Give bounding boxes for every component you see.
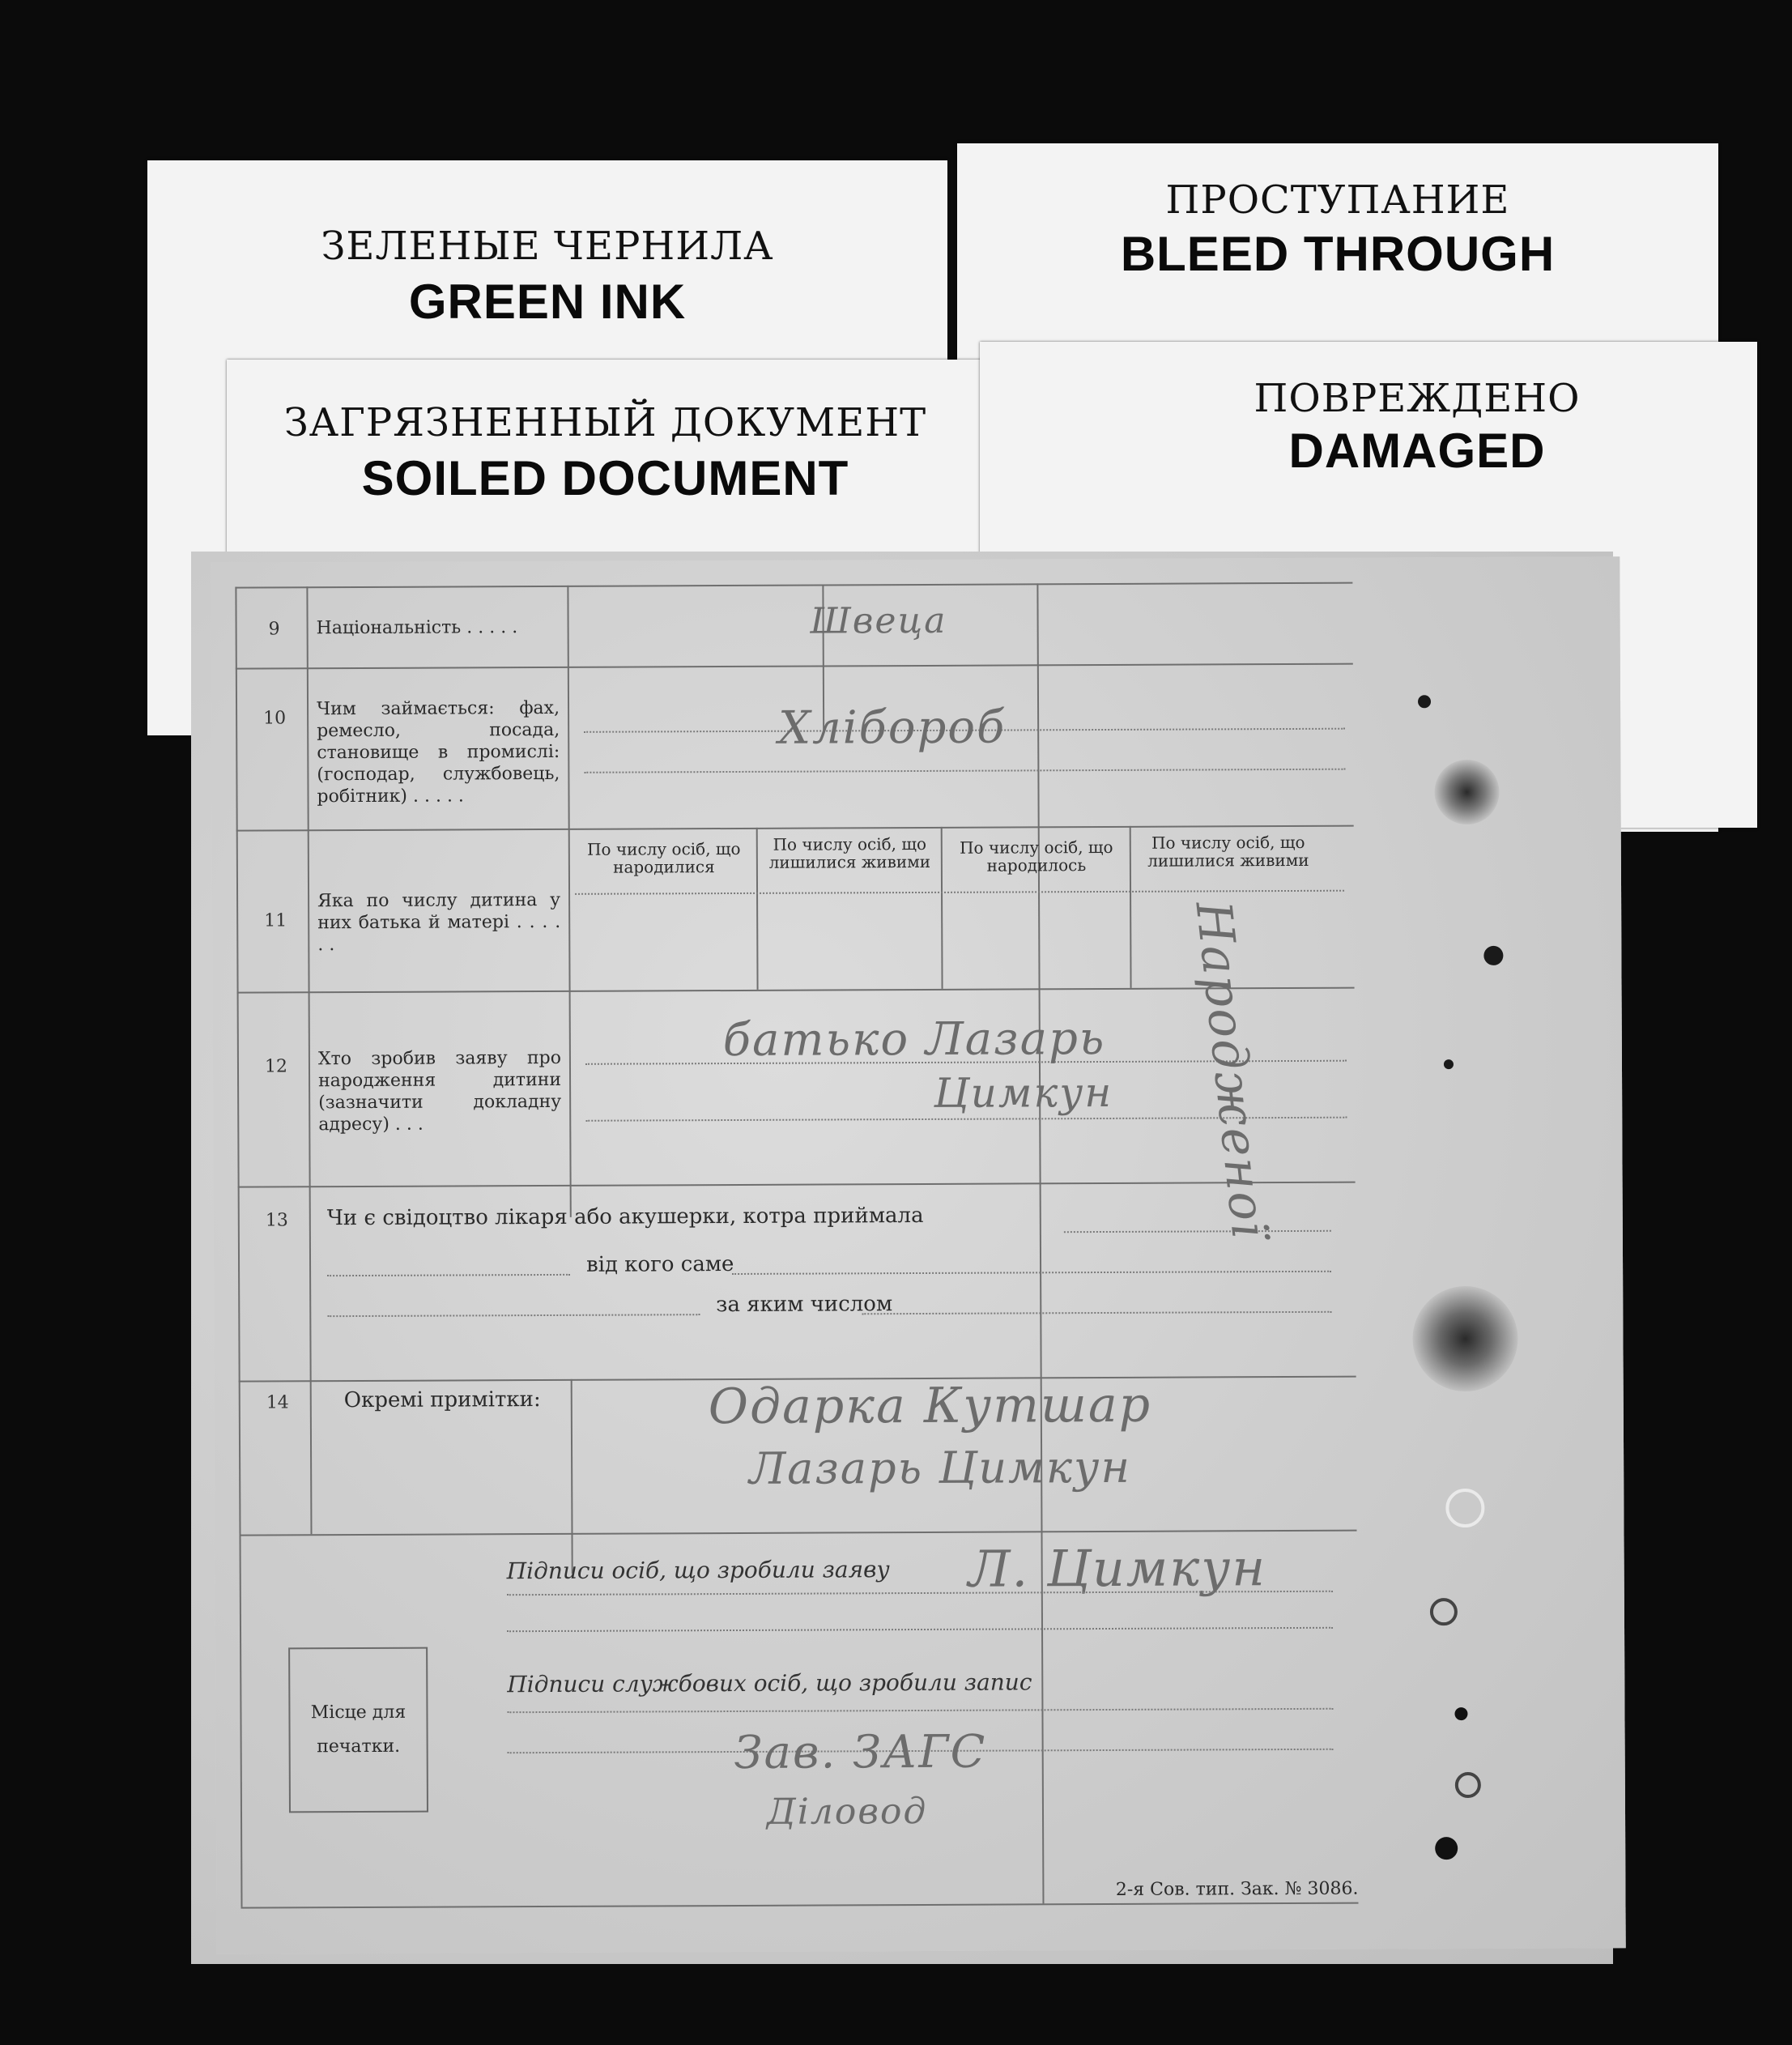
row12-bottom bbox=[238, 1182, 1356, 1188]
row13-dotline-2a bbox=[327, 1274, 570, 1276]
row9-label: Національність . . . . . bbox=[316, 617, 518, 639]
punch-hole bbox=[1435, 1837, 1458, 1860]
green-ink-en: GREEN INK bbox=[408, 275, 687, 329]
soiled-document-ru: ЗАГРЯЗНЕННЫЙ ДОКУМЕНТ bbox=[283, 400, 927, 445]
row13-line3: за яким числом bbox=[716, 1292, 893, 1318]
row14-handwritten-b: Лазарь Цимкун bbox=[749, 1441, 1132, 1494]
row9-number: 9 bbox=[268, 619, 280, 640]
punch-hole bbox=[1430, 1598, 1458, 1625]
punch-hole bbox=[1455, 1772, 1481, 1798]
row14-label: Окремі примітки: bbox=[343, 1387, 541, 1413]
label-column-border bbox=[567, 586, 571, 1217]
stain bbox=[1434, 760, 1499, 824]
row11-label: Яка по числу дитина у них батька й матері . . . . . . bbox=[317, 889, 561, 956]
row10-handwritten: Хлібороб bbox=[778, 701, 1007, 755]
seal-place-box bbox=[288, 1647, 428, 1813]
row14-number: 14 bbox=[266, 1392, 289, 1413]
row10-dotline-2 bbox=[584, 769, 1345, 773]
row11-split-2 bbox=[941, 827, 943, 989]
table-bottom-border bbox=[241, 1902, 1359, 1909]
row13-dotline-2b bbox=[732, 1271, 1331, 1275]
stain bbox=[1412, 1286, 1518, 1392]
table-right-border bbox=[1036, 583, 1044, 1903]
bleed-through-en: BLEED THROUGH bbox=[1120, 227, 1556, 281]
row13-number: 13 bbox=[265, 1210, 288, 1231]
seal-place-label: Місце для печатки. bbox=[310, 1702, 406, 1757]
official-signatures-label: Підписи службових осіб, що зробили запис bbox=[507, 1668, 1032, 1698]
row11-split-1 bbox=[756, 828, 759, 990]
row12-label: Хто зробив заяву про народження дитини (зазначити докладну адресу) . . . bbox=[317, 1047, 562, 1135]
damaged-en: DAMAGED bbox=[1288, 424, 1546, 478]
applicant-signature: Л. Цимкун bbox=[968, 1538, 1267, 1599]
signature-dotline-3 bbox=[507, 1708, 1333, 1713]
row11-number: 11 bbox=[264, 910, 287, 931]
row13-line2: від кого саме bbox=[585, 1251, 734, 1277]
row12-number: 12 bbox=[264, 1056, 288, 1077]
row14-handwritten-a: Одарка Кутшар bbox=[708, 1376, 1152, 1436]
form-sheet bbox=[211, 556, 1625, 1954]
row14-bottom bbox=[239, 1530, 1356, 1536]
signature-dotline-2 bbox=[507, 1627, 1333, 1632]
punch-hole bbox=[1418, 695, 1431, 708]
row13-line1: Чи є свідоцтво лікаря або акушерки, котра приймала bbox=[326, 1203, 924, 1231]
margin-handwriting: Народженої bbox=[1184, 898, 1278, 1242]
row12-handwritten-b: Цимкун bbox=[934, 1068, 1113, 1117]
official-signature-b: Діловод bbox=[766, 1790, 928, 1833]
row12-handwritten-a: батько Лазарь bbox=[722, 1012, 1106, 1067]
row11-bottom bbox=[237, 987, 1355, 994]
row10-bottom bbox=[236, 825, 1354, 832]
row11-dotline bbox=[575, 890, 1344, 895]
punch-hole bbox=[1444, 1059, 1454, 1069]
row11-sub-alive: По числу осіб, що лишилися живими bbox=[768, 833, 931, 872]
punch-hole bbox=[1454, 1707, 1467, 1720]
row13-dotline-3b bbox=[862, 1311, 1331, 1315]
punch-hole bbox=[1445, 1489, 1484, 1527]
soiled-document-en: SOILED DOCUMENT bbox=[361, 451, 849, 505]
row9-handwritten: Швеца bbox=[810, 599, 947, 642]
row9-bottom bbox=[236, 663, 1353, 670]
green-ink-ru: ЗЕЛЕНЫЕ ЧЕРНИЛА bbox=[321, 224, 774, 269]
row13-dotline-1 bbox=[1064, 1230, 1331, 1233]
bleed-through-ru: ПРОСТУПАНИЕ bbox=[1165, 177, 1510, 223]
row10-number: 10 bbox=[263, 708, 287, 729]
row11-sub-born-2: По числу осіб, що народилось bbox=[960, 837, 1113, 876]
official-signature: Зав. ЗАГС bbox=[734, 1725, 987, 1779]
row13-dotline-3a bbox=[327, 1314, 700, 1317]
row11-split-3 bbox=[1130, 826, 1132, 988]
table-top-border bbox=[235, 582, 1352, 589]
applicant-signatures-label: Підписи осіб, що зробили заяву bbox=[506, 1556, 890, 1585]
printer-footer: 2-я Сов. тип. Зак. № 3086. bbox=[1115, 1878, 1359, 1900]
soiled-document-card bbox=[227, 360, 984, 562]
table-left-border bbox=[235, 587, 242, 1907]
punch-hole bbox=[1483, 946, 1503, 965]
row11-sub-born: По числу осіб, що народилися bbox=[587, 838, 741, 877]
birth-record-document bbox=[191, 552, 1613, 1964]
damaged-ru: ПОВРЕЖДЕНО bbox=[1254, 376, 1581, 421]
row11-sub-alive-2: По числу осіб, що лишилися живими bbox=[1147, 832, 1309, 871]
row10-label: Чим займається: фах, ремесло, посада, становище в промислі: (господар, службовець, робітник) . . . . . bbox=[316, 697, 560, 807]
